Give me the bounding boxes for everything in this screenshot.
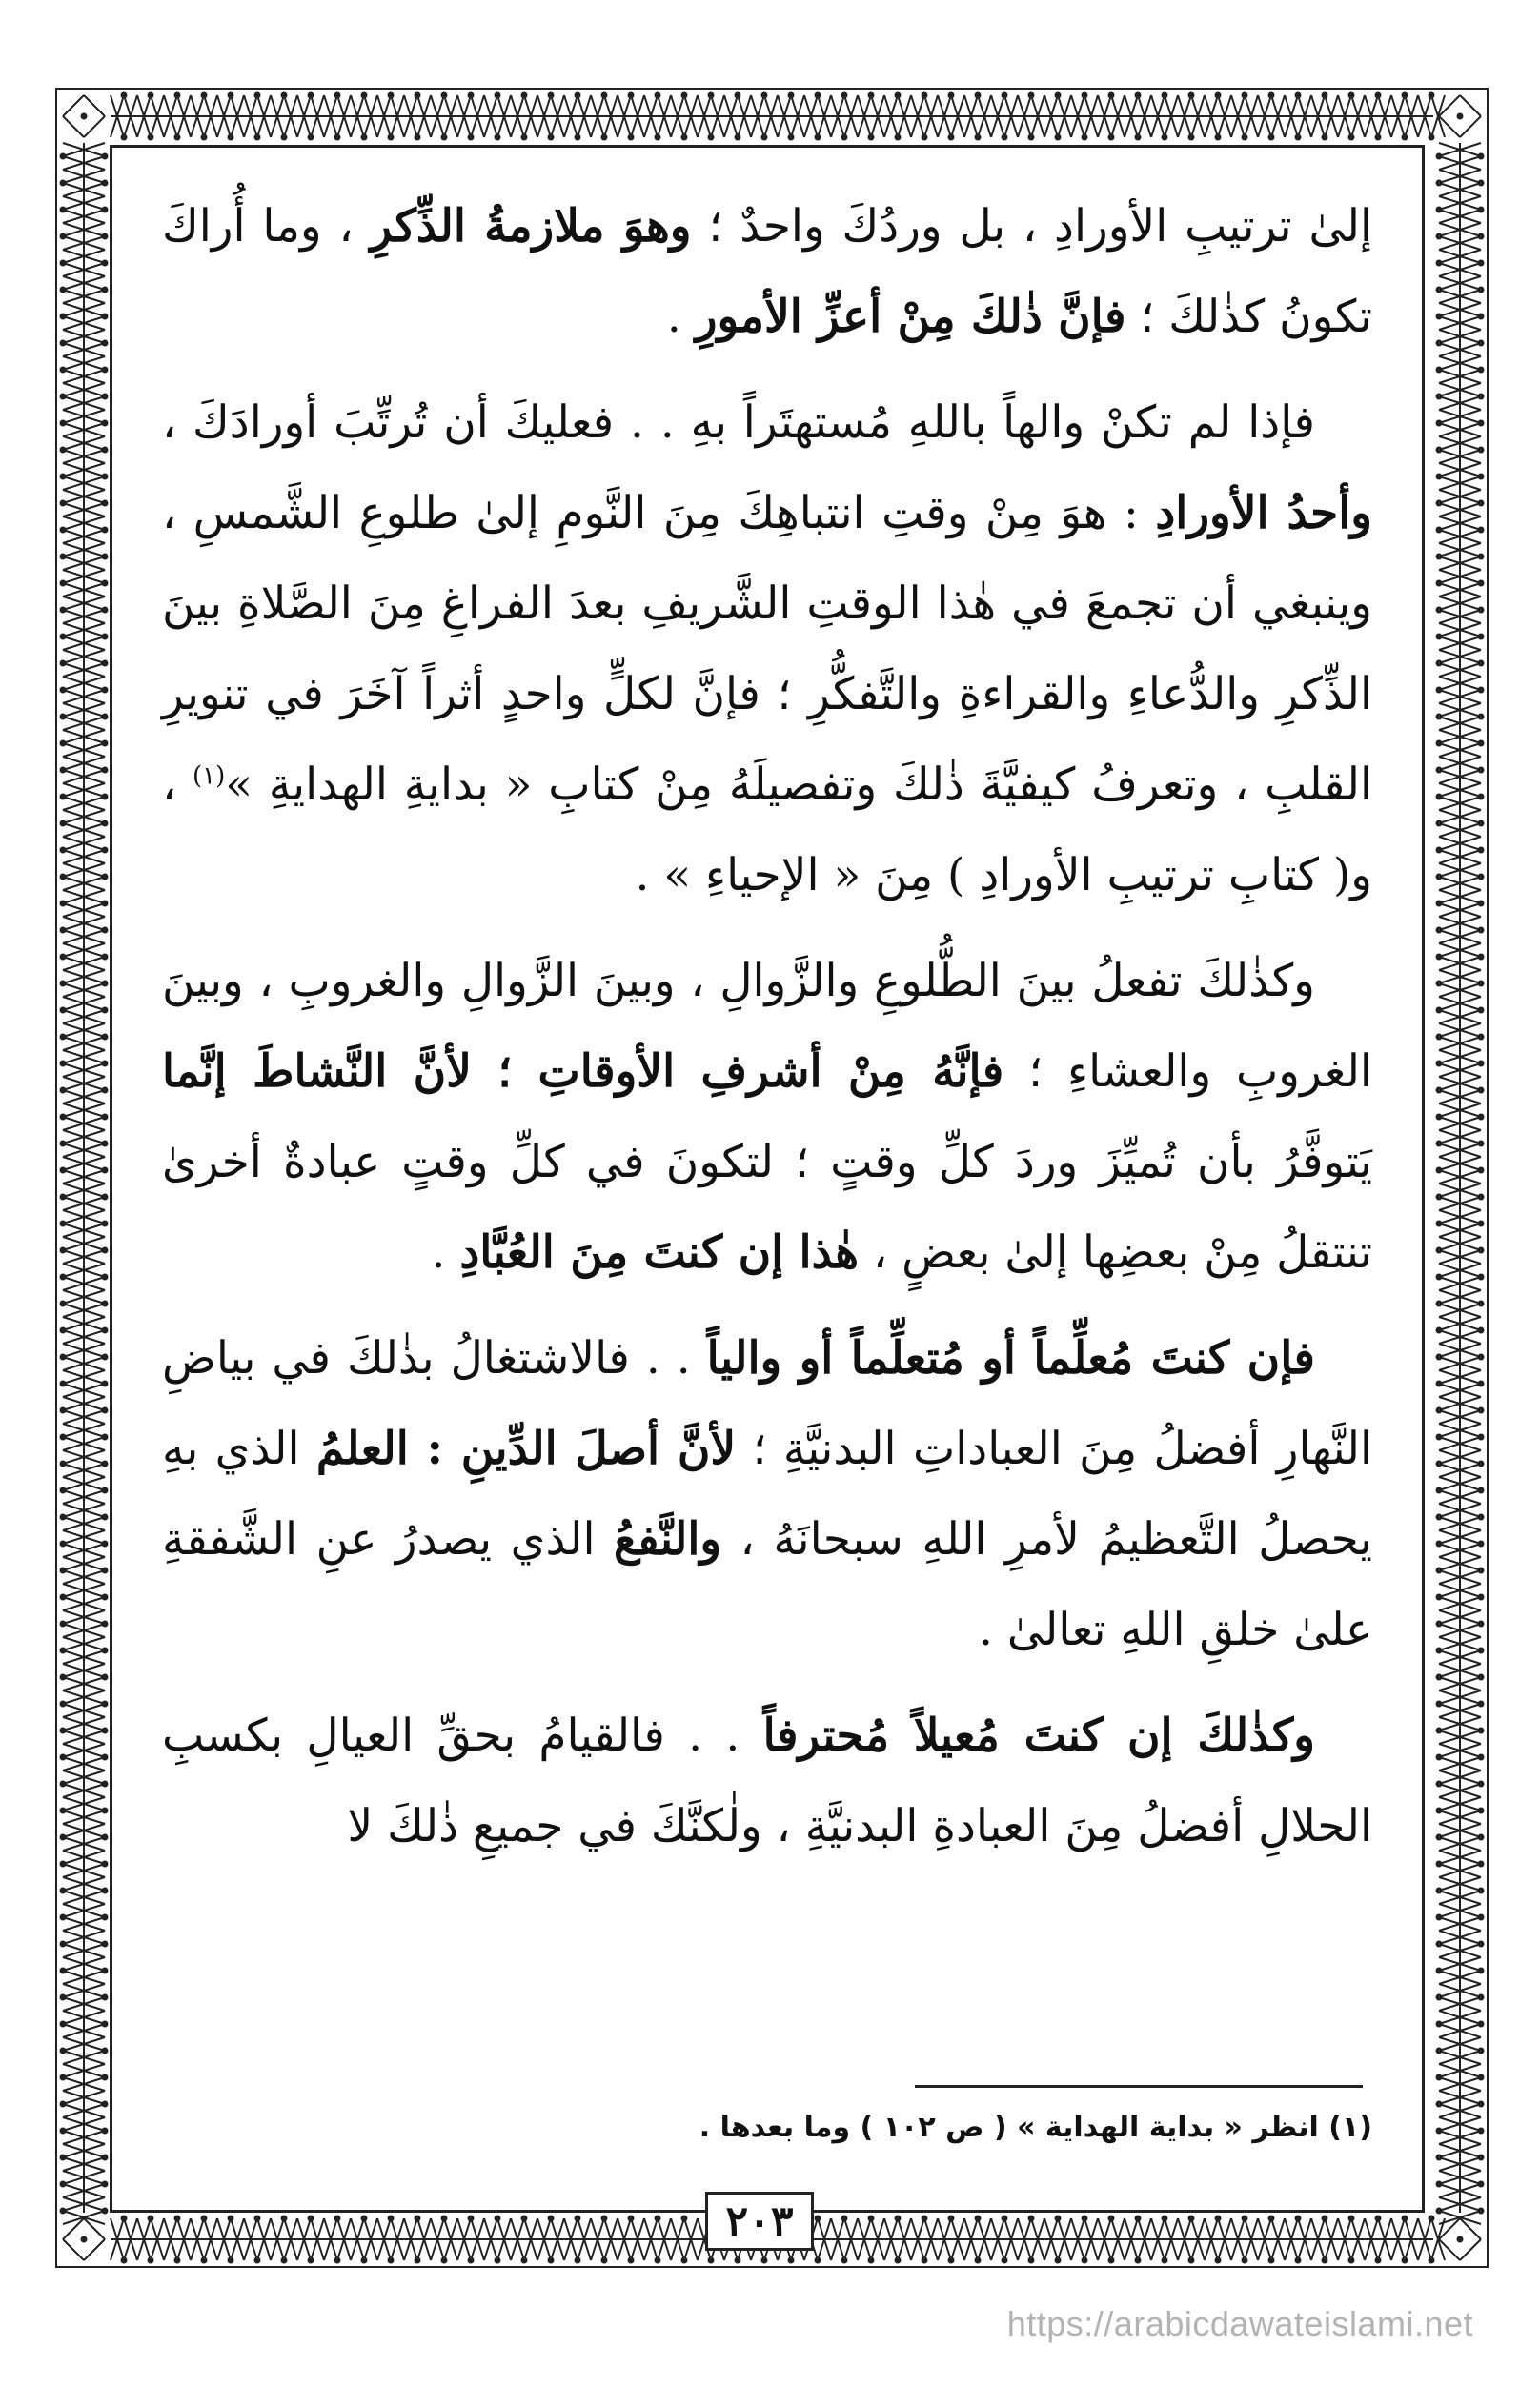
- emphasized-text: هٰذا إن كنتَ مِنَ العُبَّادِ: [459, 1226, 860, 1279]
- text-segment: ، و( كتابِ ترتيبِ الأورادِ ) مِنَ « الإحياءِ » .: [162, 759, 1372, 901]
- emphasized-text: وأحدُ الأورادِ: [1155, 487, 1372, 539]
- page-number: [705, 2192, 814, 2251]
- text-segment: وكذٰلكَ تفعلُ بينَ الطُّلوعِ والزَّوالِ ، وبينَ الزَّوالِ والغروبِ ، وبينَ الغروبِ والعشاءِ ؛: [162, 955, 1372, 1098]
- emphasized-text: فإن كنتَ مُعلِّماً أو مُتعلِّماً أو والياً: [706, 1332, 1315, 1385]
- text-segment: .: [666, 291, 696, 343]
- emphasized-text: فإنَّ ذٰلكَ مِنْ أعزِّ الأمورِ: [695, 291, 1126, 343]
- body-text: [162, 181, 1372, 1887]
- text-segment: فإذا لم تكنْ والهاً باللهِ مُستهتَراً بهِ . . فعليكَ أن تُرتِّبَ أورادَكَ ،: [162, 396, 1315, 449]
- paragraph: [162, 377, 1372, 921]
- emphasized-text: وكذٰلكَ إن كنتَ مُعيلاً مُحترفاً: [762, 1710, 1315, 1762]
- paragraph: [162, 936, 1372, 1298]
- emphasized-text: والنَّفعُ: [614, 1513, 722, 1566]
- footnote: (١) انظر « بداية الهداية » ( ص ١٠٢ ) وما بعدها .: [699, 2111, 1372, 2144]
- text-segment: الذي يصدرُ عنِ الشَّفقةِ علىٰ خلقِ اللهِ تعالىٰ .: [162, 1513, 1372, 1656]
- text-segment: يَتوفَّرُ بأن تُميِّزَ وردَ كلِّ وقتٍ ؛ لتكونَ في كلِّ وقتٍ عبادةٌ أخرىٰ تنتقلُ مِنْ بعضِها إلىٰ بعضٍ ،: [162, 1136, 1372, 1279]
- emphasized-text: لأنَّ أصلَ الدِّينِ : العلمُ: [315, 1423, 737, 1475]
- footnote-reference: (١): [192, 761, 226, 791]
- page-number-text: ٢٠٣: [725, 2196, 794, 2246]
- footnote-separator: [915, 2085, 1363, 2088]
- text-segment: إلىٰ ترتيبِ الأورادِ ، بل وردُكَ واحدٌ ؛: [691, 200, 1372, 253]
- text-segment: ، وما أُراكَ تكونُ كذٰلكَ ؛: [162, 200, 1372, 343]
- paragraph: [162, 1313, 1372, 1675]
- text-segment: . . فالاشتغالُ بذٰلكَ في بياضِ النَّهارِ أفضلُ مِنَ العباداتِ البدنيَّةِ ؛: [162, 1332, 1373, 1475]
- text-segment: . . فالقيامُ بحقِّ العيالِ بكسبِ الحلالِ أفضلُ مِنَ العبادةِ البدنيَّةِ ، ولٰكنَّكَ في جميعِ ذٰلكَ لا: [162, 1710, 1372, 1852]
- emphasized-text: وهوَ ملازمةُ الذِّكرِ: [370, 200, 692, 253]
- paragraph: [162, 1690, 1372, 1872]
- emphasized-text: فإنَّهُ مِنْ أشرفِ الأوقاتِ ؛ لأنَّ النَّشاطَ إنَّما: [162, 1045, 1004, 1098]
- paragraph: [162, 181, 1372, 362]
- text-segment: : هوَ مِنْ وقتِ انتباهِكَ مِنَ النَّومِ إلىٰ طلوعِ الشَّمسِ ، وينبغي أن تجمعَ في هٰذا الوقتِ الشَّريفِ بعدَ الفراغِ مِنَ الصَّلاةِ بينَ الذِّكرِ والدُّعاءِ والقراءةِ والتَّفكُّرِ ؛ فإنَّ لكلٍّ واحدٍ أثراً آخَرَ في تنويرِ القلبِ ، وتعرفُ كيفيَّةَ ذٰلكَ وتفصيلَهُ مِنْ كتابِ « بدايةِ الهدايةِ »: [162, 487, 1372, 811]
- text-segment: الذي بهِ يحصلُ التَّعظيمُ لأمرِ اللهِ سبحانَهُ ،: [162, 1423, 1372, 1566]
- text-segment: .: [431, 1226, 460, 1279]
- source-watermark: https://arabicdawateislami.net: [1006, 2304, 1473, 2343]
